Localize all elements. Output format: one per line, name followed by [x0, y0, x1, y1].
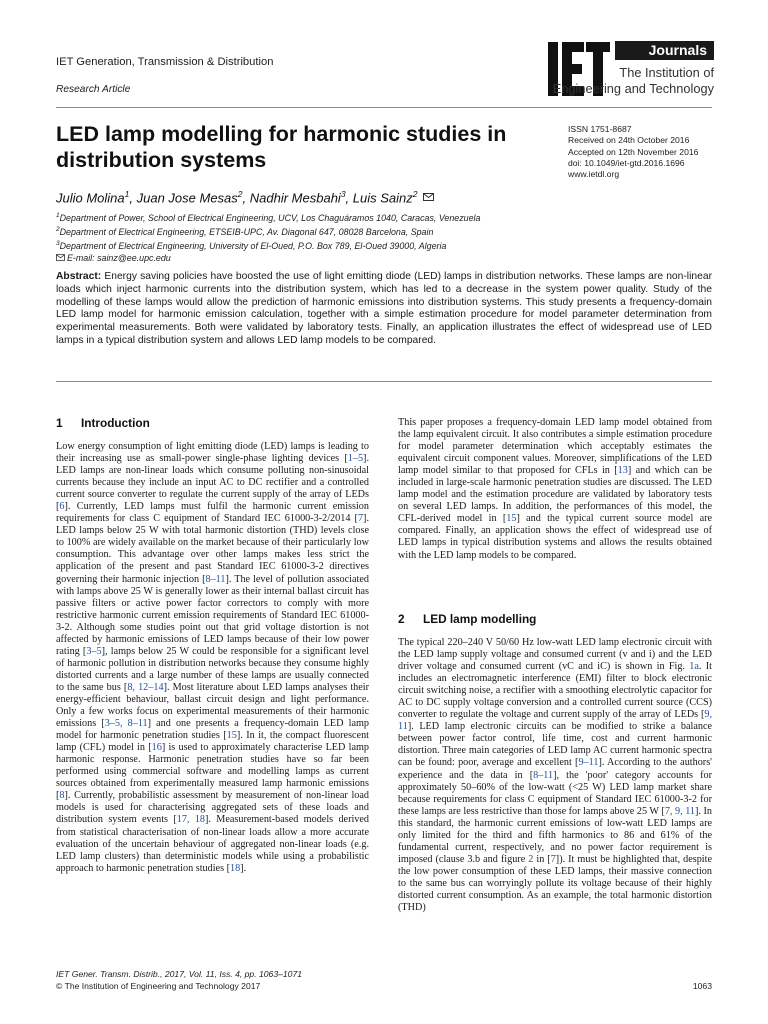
paragraph-text: ]. [240, 862, 247, 874]
received-date: Received on 24th October 2016 [568, 135, 690, 146]
reference-link[interactable]: 7 [550, 853, 556, 865]
page-number: 1063 [692, 981, 712, 991]
institution-line-2: Engineering and Technology [552, 81, 714, 96]
affiliation-text: Department of Electrical Engineering, ETSEIB-UPC, Av. Diagonal 647, 08028 Barcelona, Spain [59, 226, 434, 237]
institution-line-1: The Institution of [619, 65, 714, 80]
contribution-paragraph [398, 417, 712, 562]
reference-link[interactable]: 18 [229, 862, 241, 874]
paragraph-text: in [ [533, 853, 551, 865]
reference-link[interactable]: 6 [59, 501, 65, 513]
author-separator: , [242, 190, 250, 206]
affiliation-text: Department of Electrical Engineering, University of El-Oued, P.O. Box 789, El-Oued 39000, Algeria [59, 240, 447, 251]
envelope-icon[interactable] [423, 193, 434, 201]
paragraph-text: ]. LED lamp electronic circuits can be modified to strike a balance between power factor control, life time, cost and current harmonic distortion. Three main categories of LED lamp AC current harmonic spectra can be found: poor, average and excellent [ [398, 721, 712, 769]
paragraph-text: ]). It must be highlighted that, despite the low power consumption of these LED lamps, their massive connection to the same bus can worryingly pollute its voltage because of their highly distorted current consumption. As an example, the total harmonic distortion (THD) [398, 853, 712, 914]
reference-link[interactable]: 15 [506, 513, 517, 525]
author: Juan Jose Mesas [136, 190, 238, 206]
article-type: Research Article [56, 84, 131, 95]
reference-link[interactable]: 9, 11 [398, 709, 712, 733]
section-title: Introduction [81, 416, 150, 430]
abstract-divider [56, 381, 712, 382]
iet-logo [548, 41, 714, 97]
author: Nadhir Mesbahi [249, 190, 341, 206]
paragraph-text: This paper proposes a frequency-domain LED lamp model obtained from the lamp equivalent circuit. It also contributes a simple estimation procedure for model parameter determination which acceptably estimates the equivalent circuit component values. Moreover, simplifications of the LED lamp model similar to that proposed for CFLs in [ [398, 417, 712, 477]
paragraph-text: ] and the typical current source model are compared. Finally, an application shows the effect of widespread use of LED lamps in typical distribution systems and allows the results obtained with the LED lamp models to be compared. [398, 513, 712, 561]
journal-citation: IET Gener. Transm. Distrib., 2017, Vol. 11, Iss. 4, pp. 1063–1071 [56, 969, 302, 979]
author-affiliation-mark: 2 [237, 189, 243, 199]
reference-link[interactable]: 15 [226, 730, 237, 742]
reference-link[interactable]: 8–11 [533, 769, 554, 781]
corresponding-email[interactable] [56, 252, 480, 264]
author-separator [418, 190, 422, 205]
section-title: LED lamp modelling [423, 612, 537, 626]
paragraph-text: ] and one presents a frequency-domain LED lamp model for harmonic penetration studies [ [56, 718, 369, 742]
paragraph-text: ] and which can be included in large-scale harmonic penetration studies are discussed. The LED lamp model and the estimation procedure are validated by laboratory tests on several LED lamps. In addition, the performances of this model, the CFL-derived model in [ [398, 465, 712, 525]
section-number: 2 [398, 612, 405, 626]
paragraph-text: ]. LED lamps below 25 W with total harmonic distortion (THD) levels close to 100% are widely available on the market because of their particularly low consumption. This advantage over other lamps makes less strict the application of the present and past Standard IEC 61000-3-2 directives governing their harmonic injection [ [56, 513, 369, 585]
affiliation-2 [56, 224, 480, 238]
paragraph-text: ]. LED lamps are non-linear loads which consume polluting non-sinusoidal currents because they include an input AC to DC rectifier and a controlled current source converter to regulate the current supply of the array of LEDs [ [56, 453, 369, 513]
paragraph-text: ] is used to approximately characterise LED lamp harmonic response. Harmonic penetration studies have so far been performed using commercial software and modelling lamps as current sources obtained from experimentally measured lamp harmonic emissions [ [56, 742, 369, 802]
abstract [56, 271, 712, 348]
section-heading-introduction [56, 416, 150, 430]
reference-link[interactable]: 17, 18 [176, 814, 206, 826]
affiliations [56, 210, 480, 264]
author: Julio Molina [56, 190, 125, 206]
led-modelling-paragraph [398, 637, 712, 914]
reference-link[interactable]: 8, 12–14 [127, 681, 164, 693]
affiliation-number: 2 [56, 225, 60, 233]
paragraph-text: ]. Currently, probabilistic assessment by measurement of non-linear load models is used for characterising aggregated sets of these loads and distribution system events [ [56, 790, 369, 826]
author: Luis Sainz [352, 190, 413, 206]
article-meta [568, 124, 698, 180]
copyright: © The Institution of Engineering and Technology 2017 [56, 980, 261, 991]
reference-link[interactable]: 1a [689, 661, 699, 673]
reference-link[interactable]: 16 [151, 742, 162, 754]
section-number: 1 [56, 416, 63, 430]
paragraph-text: ]. Currently, LED lamps must fulfil the harmonic current emission requirements for class C equipment of Standard IEC 61000-3-2/2014 [ [56, 501, 369, 525]
paragraph-text: ]. In it, the compact fluorescent lamp (CFL) model in [ [56, 730, 369, 754]
paragraph-text: . It includes an electromagnetic interference (EMI) filter to block electronic circuit switching noise, a rectifier with a smoothing electrolytic capacitor for AC to DC supply voltage conversion and a controlled current source (CCS) converter to regulate the voltage and current supply of the array of LEDs [ [398, 661, 712, 721]
abstract-label: Abstract: [56, 271, 102, 282]
abstract-text: Energy saving policies have boosted the use of light emitting diode (LED) lamps in distribution networks. These lamps are non-linear loads which inject harmonic currents into the distribution system, which has led to a decrease in the system power quality. Study of the modelling of these lamps would allow the prediction of harmonic emissions into distribution systems. This study presents a frequency-domain LED lamp model for harmonic emission calculation, together with a simple estimation procedure for model parameter determination from experimental measurements. Both were validated by laboratory tests. Finally, an application illustrates the effect of widespread use of LED lamps in a typical distribution system and allows LED lamp models to be compared. [56, 271, 712, 346]
paper-title: LED lamp modelling for harmonic studies in distribution systems [56, 122, 507, 172]
issn: ISSN 1751-8687 [568, 124, 632, 134]
author-affiliation-mark: 3 [340, 189, 346, 199]
reference-link[interactable]: 2 [528, 853, 534, 865]
affiliation-number: 3 [56, 239, 60, 247]
affiliation-3 [56, 238, 480, 252]
email-text: E-mail: sainz@ee.upc.edu [67, 252, 171, 263]
reference-link[interactable]: 8 [59, 790, 65, 802]
reference-link[interactable]: 7, 9, 11 [664, 805, 696, 817]
section-heading-led-lamp-modelling [398, 612, 536, 626]
paragraph-text: ]. In this standard, the harmonic current emissions of low-watt LED lamps are only limited for the third and fifth harmonics to 86 and 61% of the fundamental current, respectively, and no power factor requirement is imposed (clause 3.b and figure [398, 805, 712, 865]
reference-link[interactable]: 8–11 [205, 573, 226, 585]
journal-name: IET Generation, Transmission & Distribution [56, 56, 274, 68]
paragraph-text: Low energy consumption of light emitting diode (LED) lamps is leading to their increasing use as small-power single-phase lighting devices [ [56, 441, 369, 465]
author-list [56, 189, 434, 205]
envelope-icon [56, 254, 65, 261]
reference-link[interactable]: 3–5 [86, 645, 102, 657]
affiliation-number: 1 [56, 212, 60, 219]
introduction-paragraph [56, 441, 369, 875]
reference-link[interactable]: 13 [617, 465, 628, 477]
paragraph-text: ]. According to the authors' experience and the data in [ [398, 757, 712, 781]
doi-link[interactable]: doi: 10.1049/iet-gtd.2016.1696 [568, 157, 685, 168]
website-link[interactable]: www.ietdl.org [568, 169, 620, 180]
accepted-date: Accepted on 12th November 2016 [568, 146, 699, 157]
reference-link[interactable]: 7 [357, 513, 364, 525]
author-separator: , [345, 190, 353, 206]
footer-citation [56, 969, 302, 992]
author-separator: , [129, 190, 137, 206]
header-divider [56, 107, 712, 108]
paragraph-text: ]. The level of pollution associated with lamps above 25 W is generally lower as their internal ballast circuit has passive filters or active power factor correctors to comply with more restrictive harmonic current emission requirements of Standard IEC 61000-3-2. Although some studies point out that grid voltage distortion is not affected by harmonic emissions of LED lamps because of their low power rating [ [56, 573, 369, 657]
author-affiliation-mark: 1 [124, 189, 130, 199]
paragraph-text: ]. Most literature about LED lamps analyses their energy-efficient behaviour, ballast circuit design and light performance. Only a few works focus on experimental measurements of their harmonic emissions [ [56, 681, 369, 730]
reference-link[interactable]: 3–5, 8–11 [104, 718, 148, 730]
paragraph-text: ], the 'poor' category accounts for approximately 50–60% of the low-watt (<25 W) LED lamp market share because requirements for class C equipment of Standard IEC 61000-3-2 for these lamps are less restrictive than those for lamps above 25 W [ [398, 769, 712, 817]
author-affiliation-mark: 2 [412, 189, 418, 199]
reference-link[interactable]: 9–11 [578, 757, 599, 769]
reference-link[interactable]: 1–5 [347, 453, 364, 465]
paragraph-text: ], lamps below 25 W could be responsible for a significant level of harmonic pollution in distribution networks because they consume highly distorted currents and a large number of these lamps are usually connected to the same bus [ [56, 645, 370, 693]
affiliation-text: Department of Power, School of Electrical Engineering, UCV, Los Chaguáramos 1040, Caracas, Venezuela [59, 212, 481, 223]
paragraph-text: The typical 220–240 V 50/60 Hz low-watt LED lamp electronic circuit with the LED lamp supply voltage and consumed current (v and i) and the LED driver voltage and consumed current (vC and iC) is shown in Fig. [398, 637, 712, 673]
affiliation-1 [56, 210, 480, 224]
journals-badge: Journals [615, 41, 714, 60]
paragraph-text: ]. Measurement-based models derived from statistical characterisation of non-linear loads allow a more accurate evaluation of the uncertain behaviour of aggregated non-linear loads (e.g. LED lamp clusters) than deterministic models while using a probabilistic approach to harmonic penetration studies [ [56, 814, 370, 874]
